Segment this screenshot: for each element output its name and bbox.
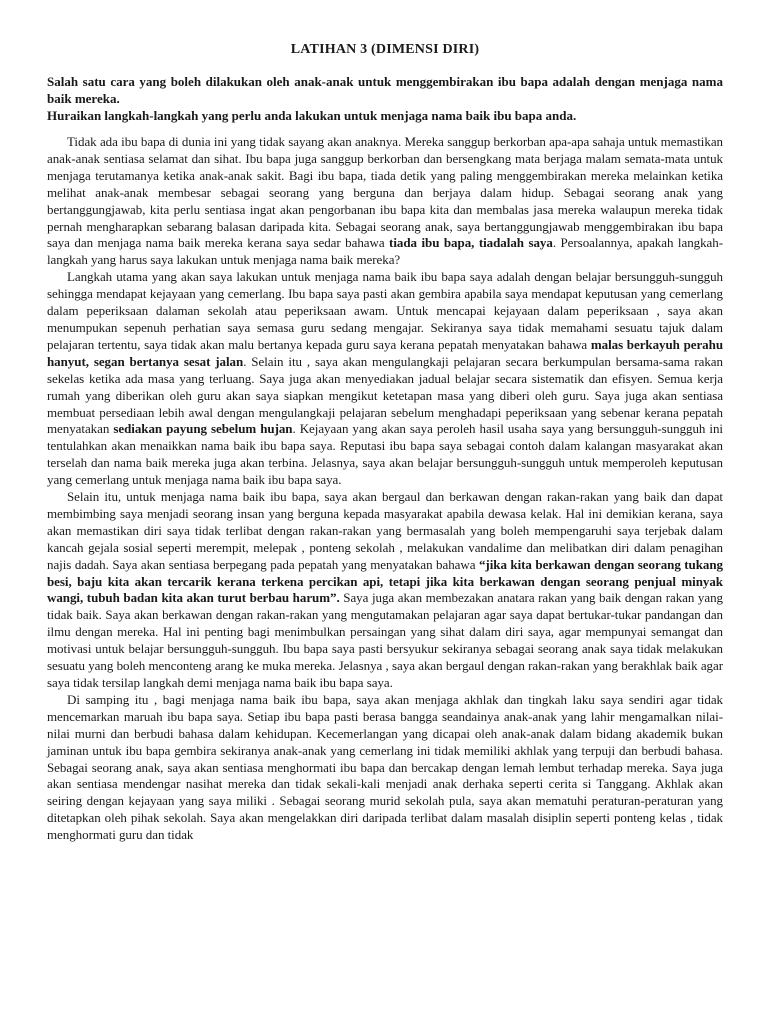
text-run: . Selain itu , saya akan mengulangkaji pelajaran secara berkumpulan bersama-sama rakan sekelas ketika ada masa yang terluang. Saya juga akan menyediakan jadual belajar secara sistematik dan efisyen. Semua kerja rumah yang diberikan oleh guru akan saya siapkan mengikut ketetapan masa yang diberi oleh guru. Saya juga akan sentiasa membuat persediaan lebih awal dengan mengulangkaji pelajaran sebelum menghadapi peperiksaan yang sebenar kerana pepatah menyatakan xyxy=(47,353,723,437)
prompt-line-1: Salah satu cara yang boleh dilakukan oleh anak-anak untuk menggembirakan ibu bapa adalah dengan menjaga nama baik mereka. xyxy=(47,74,723,106)
text-run: Tidak ada ibu bapa di dunia ini yang tidak sayang akan anaknya. Mereka sanggup berkorban apa-apa sahaja untuk memastikan anak-anak sentiasa selamat dan sihat. Ibu bapa juga sanggup berkorban dan bersengkang mata berjaga malam semata-mata untuk menjaga terutamanya ketika anak-anak sakit. Bagi ibu bapa, tiada detik yang paling menggembirakan mereka melainkan ketika melihat anak-anak membesar sebagai seorang yang berguna dan berjaya dalam hidup. Sebagai seorang anak yang bertanggungjawab, kita perlu sentiasa ingat akan pengorbanan ibu bapa kita dan membalas jasa mereka walaupun mereka tidak pernah mengharapkan sebarang balasan daripada kita. Sebagai seorang anak, saya bertanggungjawab menggembirakan ibu bapa saya dan menjaga nama baik mereka kerana saya sedar bahawa xyxy=(47,134,723,251)
text-run: . Persoalannya, apakah langkah-langkah yang harus saya lakukan untuk menjaga nama baik mereka? xyxy=(47,235,723,268)
bold-phrase: malas berkayuh perahu hanyut, segan bertanya sesat jalan xyxy=(47,336,723,369)
document-title: LATIHAN 3 (DIMENSI DIRI) xyxy=(290,42,480,57)
paragraph-introduction xyxy=(47,134,723,269)
paragraph-point-1 xyxy=(47,269,723,489)
bold-phrase: “jika kita berkawan dengan seorang tukang besi, baju kita akan tercarik kerana terkena percikan api, tetapi jika kita berkawan dengan seorang penjual minyak wangi, tubuh badan kita akan turut berbau harum”. xyxy=(47,556,723,606)
text-run: . Kejayaan yang akan saya peroleh hasil usaha saya yang bersungguh-sungguh ini tentulahkan akan menaikkan nama baik ibu bapa saya. Reputasi ibu bapa saya sebagai contoh dalam kalangan masyarakat akan terselah dan nama baik mereka juga akan terbina. Jelasnya, saya akan belajar bersungguh-sungguh untuk memperoleh keputusan yang cemerlang untuk menjaga nama baik ibu bapa saya. xyxy=(47,421,723,488)
bold-phrase: sediakan payung sebelum hujan xyxy=(113,421,293,437)
prompt-line-2: Huraikan langkah-langkah yang perlu anda lakukan untuk menjaga nama baik ibu bapa anda. xyxy=(47,108,577,123)
essay-body xyxy=(47,134,723,844)
bold-phrase: tiada ibu bapa, tiadalah saya xyxy=(389,235,553,251)
text-run: Saya juga akan membezakan anatara rakan yang baik dengan rakan yang tidak baik. Saya akan berkawan dengan rakan-rakan yang mengutamakan pelajaran agar saya dapat bertukar-tukar pandangan dan ilmu dengan mereka. Hal ini penting bagi menimbulkan persaingan yang sihat dalam diri saya, agar mempunyai semangat dan motivasi untuk belajar bersungguh-sungguh. Ibu bapa saya pasti bersyukur sekiranya sebagai seorang anak saya tidak melakukan sesuatu yang boleh menconteng arang ke muka mereka. Jelasnya , saya akan bergaul dengan rakan-rakan yang berakhlak baik agar saya tidak tersilap langkah demi menjaga nama baik ibu bapa saya. xyxy=(47,590,724,690)
question-prompt xyxy=(47,73,723,124)
paragraph-point-3 xyxy=(47,692,723,844)
text-run: Langkah utama yang akan saya lakukan untuk menjaga nama baik ibu bapa saya adalah dengan belajar bersungguh-sungguh sehingga mendapat kejayaan yang cemerlang. Ibu bapa saya pasti akan gembira apabila saya mendapat keputusan yang cemerlang dalam peperiksaan dalaman sekolah atau peperiksaan awam. Untuk mencapai kejayaan dalam peperiksaan , saya akan menumpukan sepenuh perhatian saya semasa guru sedang mengajar. Sekiranya saya tidak memahami sesuatu tajuk dalam pelajaran tertentu, saya tidak akan malu bertanya kepada guru saya kerana pepatah menyatakan bahawa xyxy=(47,269,723,352)
text-run: Di samping itu , bagi menjaga nama baik ibu bapa, saya akan menjaga akhlak dan tingkah laku saya sendiri agar tidak mencemarkan maruah ibu bapa saya. Setiap ibu bapa pasti berasa bangga seandainya anak-anak yang lahir mengamalkan nilai-nilai murni dan berbudi bahasa dalam kehidupan. Kecemerlangan yang dicapai oleh anak-anak dalam bidang akademik bukan jaminan untuk ibu bapa gembira sekiranya anak-anak yang cemerlang ini tidak memiliki akhlak yang terpuji dan berbudi bahasa. Sebagai seorang anak, saya akan sentiasa menghormati ibu bapa dan bercakap dengan lemah lembut terhadap mereka. Saya juga akan sentiasa mendengar nasihat mereka dan tidak sekali-kali menjadi anak derhaka seperti cerita si Tanggang. Akhlak akan seiring dengan kejayaan yang saya miliki . Sebagai seorang murid sekolah pula, saya akan mematuhi peraturan-peraturan yang ditetapkan oleh pihak sekolah. Saya akan mengelakkan diri daripada terlibat dalam masalah disiplin seperti ponteng kelas , tidak menghormati guru dan tidak xyxy=(47,691,723,843)
text-run: Selain itu, untuk menjaga nama baik ibu bapa, saya akan bergaul dan berkawan dengan rakan-rakan yang baik dan dapat membimbing saya menjadi seorang insan yang berguna kepada masyarakat apabila dewasa kelak. Hal ini demikian kerana, saya akan memastikan diri saya tidak terlibat dengan rakan-rakan yang bermasalah yang boleh mempengaruhi saya terjebak dalam kancah gejala sosial seperti merempit, melepak , ponteng sekolah , melakukan vandalime dan melibatkan diri dalam penagihan najis dadah. Saya akan sentiasa berpegang pada pepatah yang menyatakan bahawa xyxy=(47,489,723,572)
paragraph-point-2 xyxy=(47,489,723,692)
